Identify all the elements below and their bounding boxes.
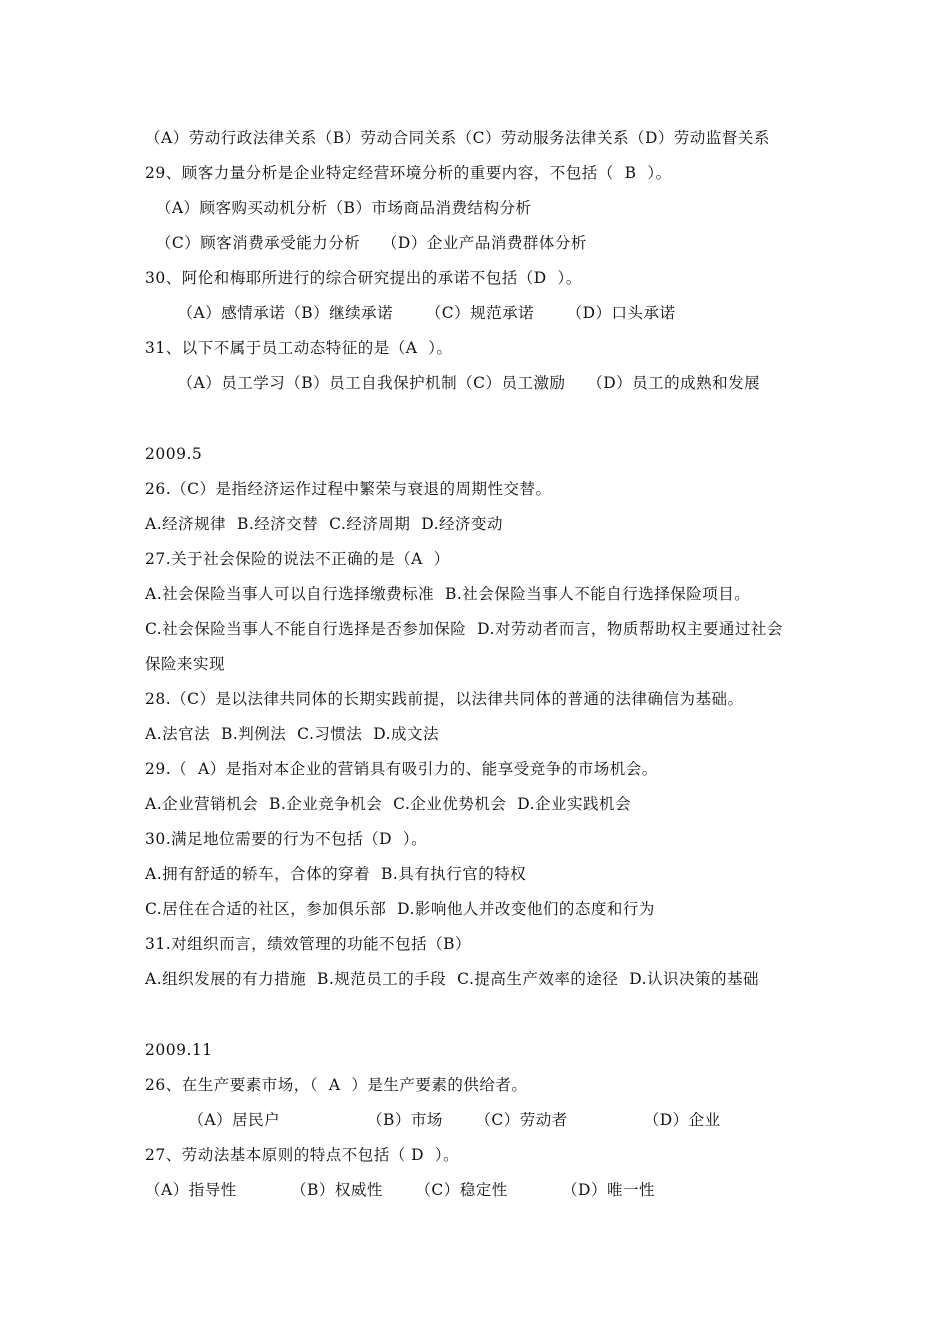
question-29: 29、顾客力量分析是企业特定经营环境分析的重要内容，不包括（ B ）。 [145, 164, 672, 182]
question-31-b: 31.对组织而言，绩效管理的功能不包括（B） [145, 935, 472, 953]
question-26: 26.（C）是指经济运作过程中繁荣与衰退的周期性交替。 [145, 480, 552, 498]
answer-options-28-b: A.法官法 B.判例法 C.习惯法 D.成文法 [145, 725, 440, 743]
answer-options-27-b: C.社会保险当事人不能自行选择是否参加保险 D.对劳动者而言，物质帮助权主要通过社会 [145, 620, 783, 638]
section-heading-2009-11: 2009.11 [145, 1041, 213, 1059]
answer-options-30-c: C.居住在合适的社区，参加俱乐部 D.影响他人并改变他们的态度和行为 [145, 900, 655, 918]
question-30-b: 30.满足地位需要的行为不包括（D ）。 [145, 830, 428, 848]
question-27-b: 27、劳动法基本原则的特点不包括（ D ）。 [145, 1146, 460, 1164]
answer-options-29-c: A.企业营销机会 B.企业竞争机会 C.企业优势机会 D.企业实践机会 [145, 795, 632, 813]
answer-options-27-c: 保险来实现 [145, 655, 226, 673]
question-28: 28.（C）是以法律共同体的长期实践前提，以法律共同体的普通的法律确信为基础。 [145, 690, 744, 708]
answer-options-30: （A）感情承诺（B）继续承诺 （C）规范承诺 （D）口头承诺 [145, 304, 676, 322]
answer-options-29-b: （C）顾客消费承受能力分析 （D）企业产品消费群体分析 [145, 234, 587, 252]
answer-options-26: A.经济规律 B.经济交替 C.经济周期 D.经济变动 [145, 515, 504, 533]
answer-options-27-d: （A）指导性 （B）权威性 （C）稳定性 （D）唯一性 [145, 1181, 655, 1199]
answer-options-27-a: A.社会保险当事人可以自行选择缴费标准 B.社会保险当事人不能自行选择保险项目。 [145, 585, 751, 603]
answer-options-28: （A）劳动行政法律关系（B）劳动合同关系（C）劳动服务法律关系（D）劳动监督关系 [145, 129, 770, 147]
answer-options-31: （A）员工学习（B）员工自我保护机制（C）员工激励 （D）员工的成熟和发展 [145, 374, 761, 392]
question-29-b: 29.（ A）是指对本企业的营销具有吸引力的、能享受竞争的市场机会。 [145, 760, 658, 778]
answer-options-31-b: A.组织发展的有力措施 B.规范员工的手段 C.提高生产效率的途径 D.认识决策的基础 [145, 970, 760, 988]
answer-options-30-b: A.拥有舒适的轿车，合体的穿着 B.具有执行官的特权 [145, 865, 527, 883]
question-31: 31、以下不属于员工动态特征的是（A ）。 [145, 339, 453, 357]
answer-options-26-b: （A）居民户 （B）市场 （C）劳动者 （D）企业 [145, 1111, 721, 1129]
answer-options-29-a: （A）顾客购买动机分析（B）市场商品消费结构分析 [145, 199, 532, 217]
question-27: 27.关于社会保险的说法不正确的是（A ） [145, 550, 450, 568]
section-heading-2009-5: 2009.5 [145, 445, 203, 463]
question-30: 30、阿伦和梅耶所进行的综合研究提出的承诺不包括（D ）。 [145, 269, 582, 287]
question-26-b: 26、在生产要素市场，（ A ）是生产要素的供给者。 [145, 1076, 528, 1094]
